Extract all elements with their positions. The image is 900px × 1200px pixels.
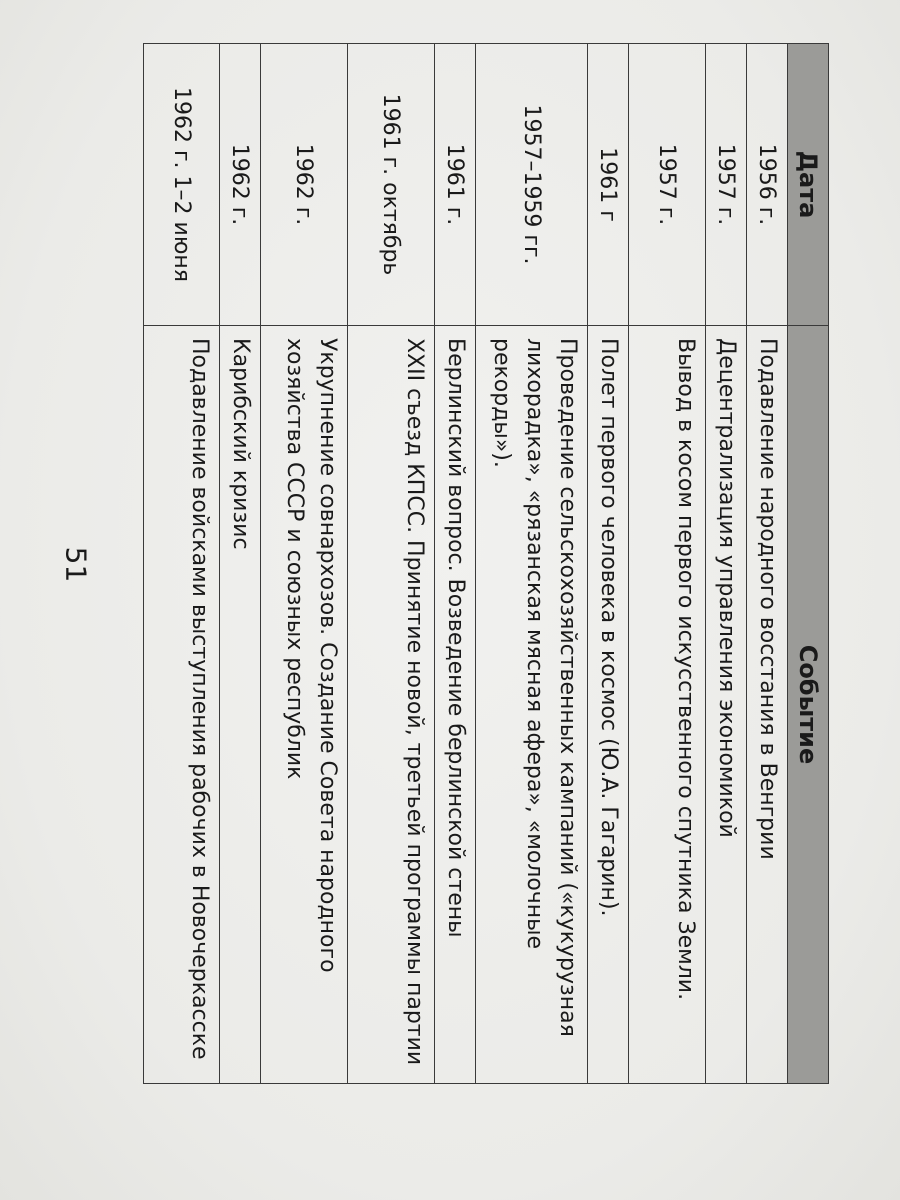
date-cell: 1956 г. (746, 44, 787, 326)
date-cell: 1961 г. (434, 44, 475, 326)
header-date: Дата (788, 44, 829, 326)
date-cell: 1961 г (588, 44, 629, 326)
table-row (261, 44, 348, 1084)
event-cell: Децентрализация управления экономикой (705, 326, 746, 1084)
table-row (746, 44, 787, 1084)
date-cell: 1961 г. октябрь (348, 44, 435, 326)
table-row (144, 44, 220, 1084)
date-cell: 1957 г. (705, 44, 746, 326)
event-cell: Вывод в косом первого искусственного спутника Земли. (629, 326, 705, 1084)
table-row (434, 44, 475, 1084)
event-cell: XXII съезд КПСС. Принятие новой, третьей программы партии (348, 326, 435, 1084)
table-row (476, 44, 588, 1084)
table-row (220, 44, 261, 1084)
event-cell: Полет первого человека в космос (Ю.А. Гагарин). (588, 326, 629, 1084)
header-event: Событие (788, 326, 829, 1084)
rotated-table-wrapper (143, 43, 829, 1083)
event-cell: Укрупнение совнархозов. Создание Совета народного хозяйства СССР и союзных республик (261, 326, 348, 1084)
table-row (588, 44, 629, 1084)
event-cell: Подавление народного восстания в Венгрии (746, 326, 787, 1084)
date-cell: 1962 г. (261, 44, 348, 326)
events-table (143, 43, 829, 1084)
table-row (629, 44, 705, 1084)
table-row (348, 44, 435, 1084)
date-cell: 1962 г. (220, 44, 261, 326)
date-cell: 1957 г. (629, 44, 705, 326)
table-row (705, 44, 746, 1084)
date-cell: 1957–1959 гг. (476, 44, 588, 326)
event-cell: Берлинский вопрос. Возведение берлинской стены (434, 326, 475, 1084)
page-number: 51 (59, 546, 93, 583)
table-header-row (788, 44, 829, 1084)
date-cell: 1962 г. 1–2 июня (144, 44, 220, 326)
event-cell: Подавление войсками выступления рабочих в Новочеркасске (144, 326, 220, 1084)
event-cell: Карибский кризис (220, 326, 261, 1084)
event-cell: Проведение сельскохозяйственных кампаний («кукурузная лихорадка», «рязанская мясная афера», «молочные рекорды»). (476, 326, 588, 1084)
